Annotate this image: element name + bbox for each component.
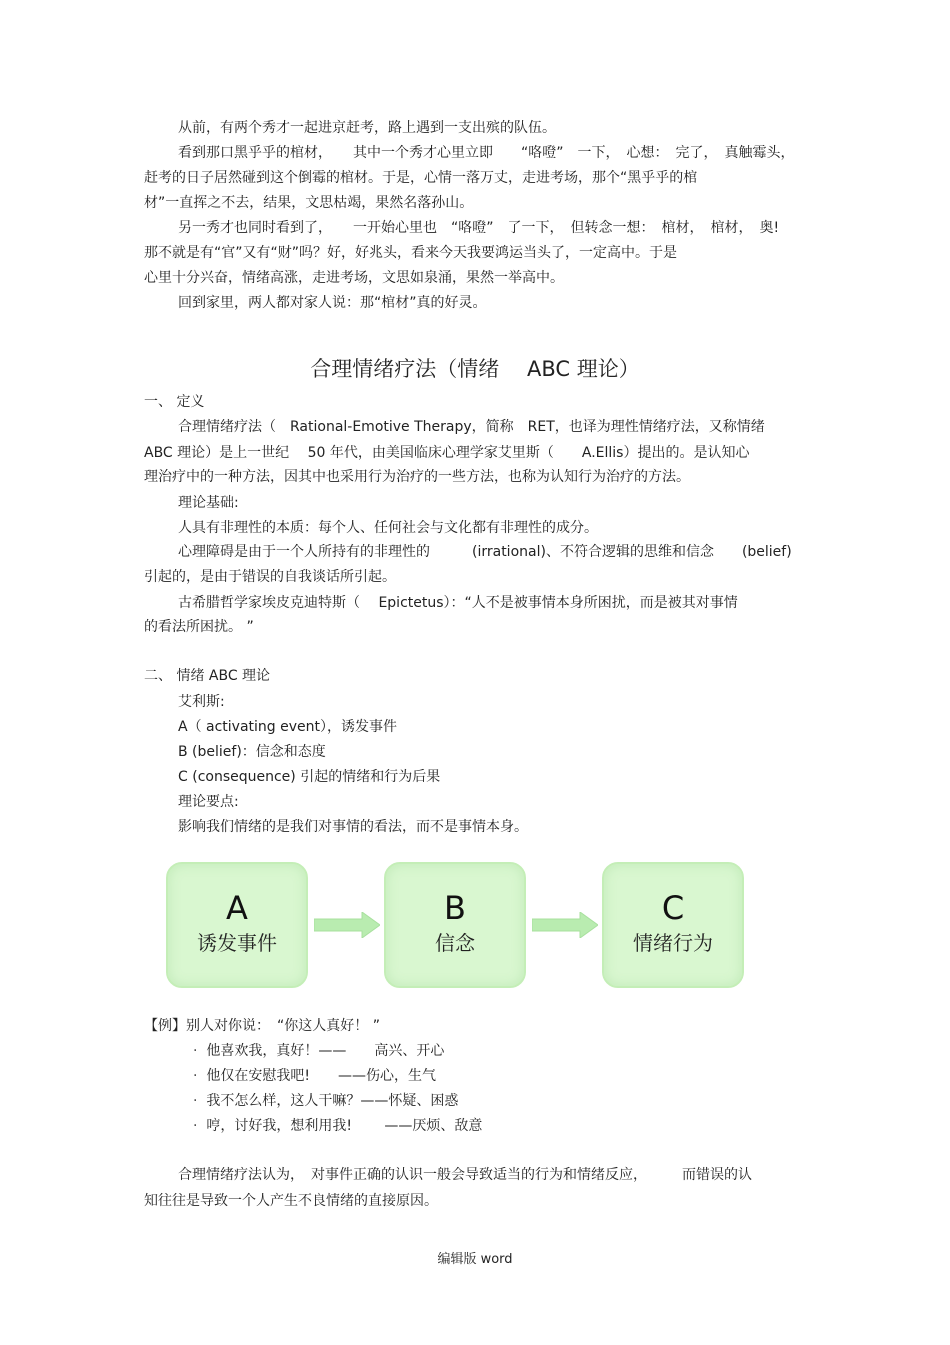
story-line-5: 另一秀才也同时看到了， 一开始心里也 “咯噔” 了一下， 但转念一想： 棺材， 棺材， 奥! <box>178 220 780 236</box>
story-line-4: 材”一直挥之不去，结果，文思枯竭，果然名落孙山。 <box>144 195 474 211</box>
arrow-a-to-b <box>314 912 380 938</box>
example-item-3-text: 我不怎么样，这人干嘛？——怀疑、困惑 <box>206 1093 459 1109</box>
section1-line-5: 人具有非理性的本质：每个人、任何社会与文化都有非理性的成分。 <box>178 520 598 536</box>
example-item-2 <box>193 1066 436 1086</box>
section2-line-1: 艾利斯: <box>178 694 225 710</box>
section1-heading: 一、 定义 <box>144 394 205 410</box>
abc-box-c <box>602 862 744 988</box>
section1-line-8: 古希腊哲学家埃皮克迪特斯（ Epictetus）：“人不是被事情本身所困扰，而是被其对事情 <box>178 595 738 611</box>
story-line-2: 看到那口黑乎乎的棺材， 其中一个秀才心里立即 “咯噔” 一下， 心想： 完了， 真触霉头， <box>178 145 795 161</box>
section1-line-4: 理论基础: <box>178 495 239 511</box>
section1-line-7: 引起的，是由于错误的自我谈话所引起。 <box>144 569 396 585</box>
story-line-8: 回到家里，两人都对家人说：那“棺材”真的好灵。 <box>178 295 487 311</box>
box-c-letter: C <box>661 889 685 927</box>
section1-line-9: 的看法所困扰。 ” <box>144 619 254 635</box>
story-line-1: 从前，有两个秀才一起进京赶考，路上遇到一支出殡的队伍。 <box>178 120 556 136</box>
example-item-2-text: 他仅在安慰我吧! ——伤心，生气 <box>206 1068 436 1084</box>
example-item-3 <box>193 1091 458 1111</box>
bullet-icon: · <box>193 1093 198 1109</box>
bullet-icon: · <box>193 1068 198 1084</box>
example-intro: 【例】别人对你说： “你这人真好！ ” <box>144 1018 380 1034</box>
example-item-1-text: 他喜欢我，真好！—— 高兴、开心 <box>206 1043 445 1059</box>
box-c-label: 情绪行为 <box>633 931 713 955</box>
example-item-1 <box>193 1041 444 1061</box>
arrow-b-to-c <box>532 912 598 938</box>
section2-heading: 二、 情绪 ABC 理论 <box>144 668 271 684</box>
abc-box-b <box>384 862 526 988</box>
conclusion-line-1: 合理情绪疗法认为， 对事件正确的认识一般会导致适当的行为和情绪反应， 而错误的认 <box>178 1167 752 1183</box>
page-footer: 编辑版 word <box>437 1252 513 1267</box>
story-line-6: 那不就是有“官”又有“财”吗？好，好兆头，看来今天我要鸿运当头了，一定高中。于是 <box>144 245 678 261</box>
section1-line-6: 心理障碍是由于一个人所持有的非理性的 (irrational)、不符合逻辑的思维和信念 (belief) <box>178 544 792 560</box>
story-line-7: 心里十分兴奋，情绪高涨，走进考场，文思如泉涌，果然一举高中。 <box>144 270 564 286</box>
conclusion-line-2: 知往往是导致一个人产生不良情绪的直接原因。 <box>144 1193 438 1209</box>
bullet-icon: · <box>193 1043 198 1059</box>
section1-line-3: 理治疗中的一种方法，因其中也采用行为治疗的一些方法，也称为认知行为治疗的方法。 <box>144 469 690 485</box>
section2-line-4: C (consequence) 引起的情绪和行为后果 <box>178 769 441 785</box>
section1-line-2: ABC 理论）是上一世纪 50 年代，由美国临床心理学家艾里斯（ A.Ellis）提出的。是认知心 <box>144 445 750 461</box>
bullet-icon: · <box>193 1118 198 1134</box>
box-b-letter: B <box>444 889 466 927</box>
example-item-4 <box>193 1116 482 1136</box>
section2-line-3: B (belief)：信念和态度 <box>178 744 326 760</box>
box-b-label: 信念 <box>435 931 475 955</box>
box-a-label: 诱发事件 <box>197 931 277 955</box>
section2-line-6: 影响我们情绪的是我们对事情的看法，而不是事情本身。 <box>178 819 528 835</box>
example-item-4-text: 哼，讨好我，想利用我! ——厌烦、敌意 <box>206 1118 483 1134</box>
section2-line-2: A（ activating event），诱发事件 <box>178 719 398 735</box>
story-line-3: 赶考的日子居然碰到这个倒霉的棺材。于是，心情一落万丈，走进考场，那个“黑乎乎的棺 <box>144 170 698 186</box>
box-a-letter: A <box>226 889 248 927</box>
section2-line-5: 理论要点: <box>178 794 239 810</box>
abc-box-a <box>166 862 308 988</box>
section1-line-1: 合理情绪疗法（ Rational-Emotive Therapy，简称 RET，也译为理性情绪疗法，又称情绪 <box>178 419 765 435</box>
page-title: 合理情绪疗法（情绪 ABC 理论） <box>310 357 640 381</box>
